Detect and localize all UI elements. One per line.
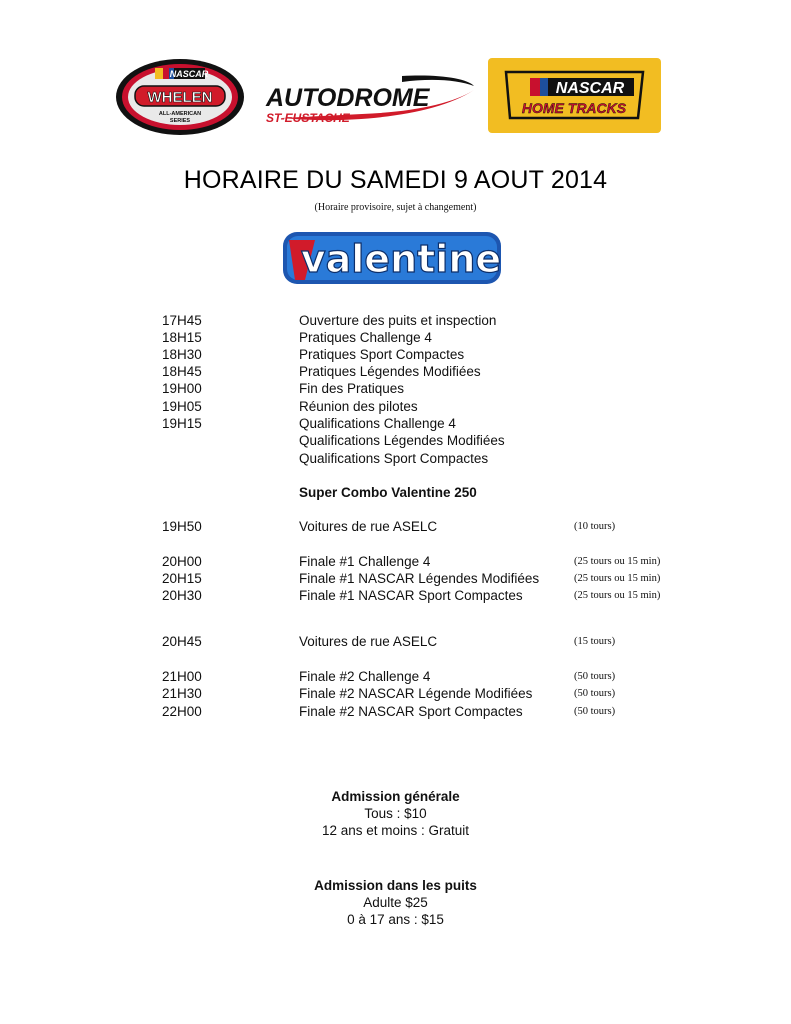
race-event: Finale #1 NASCAR Sport Compactes xyxy=(299,588,523,603)
schedule-time: 19H05 xyxy=(162,399,202,414)
page-title: HORAIRE DU SAMEDI 9 AOUT 2014 xyxy=(183,166,608,194)
race-note: (25 tours ou 15 min) xyxy=(574,590,661,601)
admission-pits-block xyxy=(0,877,791,928)
whelen-logo-sub2: SERIES xyxy=(169,118,191,124)
schedule-event: Qualifications Challenge 4 xyxy=(299,416,456,431)
admission-pits-line: 0 à 17 ans : $15 xyxy=(347,912,444,927)
race-time: 21H30 xyxy=(162,686,202,701)
nascar-whelen-logo xyxy=(115,58,245,136)
race-event: Voitures de rue ASELC xyxy=(299,519,438,534)
admission-general-block xyxy=(0,788,791,839)
race-event: Finale #1 NASCAR Légendes Modifiées xyxy=(299,571,540,586)
race-note: (25 tours ou 15 min) xyxy=(574,556,661,567)
race-note: (10 tours) xyxy=(574,521,616,532)
autodrome-st-eustache-logo xyxy=(262,68,478,128)
autodrome-logo-sub-text: ST-EUSTACHE xyxy=(266,111,350,125)
valentine-logo-text: valentine xyxy=(300,237,502,281)
admission-general-line: 12 ans et moins : Gratuit xyxy=(321,823,470,838)
race-note: (50 tours) xyxy=(574,671,616,682)
race-time: 19H50 xyxy=(162,519,202,534)
whelen-logo-nascar-text: NASCAR xyxy=(169,69,209,79)
race-time: 20H45 xyxy=(162,634,202,649)
schedule-event: Fin des Pratiques xyxy=(299,381,405,396)
race-time: 20H15 xyxy=(162,571,202,586)
schedule-time: 18H15 xyxy=(162,330,202,345)
race-event: Finale #1 Challenge 4 xyxy=(299,554,431,569)
whelen-logo-sub1: ALL-AMERICAN xyxy=(158,111,202,117)
schedule-event: Qualifications Sport Compactes xyxy=(299,451,489,466)
page-subtitle: (Horaire provisoire, sujet à changement) xyxy=(314,202,477,213)
race-event: Finale #2 NASCAR Sport Compactes xyxy=(299,704,523,719)
whelen-logo-main-text: WHELEN xyxy=(147,89,213,106)
admission-general-line: Tous : $10 xyxy=(364,806,427,821)
hometracks-logo-bottom-text: HOME TRACKS xyxy=(521,100,627,116)
race-note: (50 tours) xyxy=(574,688,616,699)
race-time: 22H00 xyxy=(162,704,202,719)
hometracks-logo-nascar-text: NASCAR xyxy=(555,80,625,97)
nascar-home-tracks-logo xyxy=(488,58,661,133)
combo-heading: Super Combo Valentine 250 xyxy=(299,485,477,500)
race-event: Finale #2 Challenge 4 xyxy=(299,669,431,684)
schedule-time: 18H45 xyxy=(162,364,202,379)
schedule-event: Pratiques Challenge 4 xyxy=(299,330,432,345)
valentine-logo xyxy=(281,228,503,288)
schedule-time: 19H15 xyxy=(162,416,202,431)
admission-pits-line: Adulte $25 xyxy=(363,895,428,910)
race-event: Finale #2 NASCAR Légende Modifiées xyxy=(299,686,533,701)
schedule-time: 19H00 xyxy=(162,381,202,396)
autodrome-logo-main-text: AUTODROME xyxy=(266,84,430,112)
schedule-event: Réunion des pilotes xyxy=(299,399,418,414)
race-time: 20H00 xyxy=(162,554,202,569)
schedule-event: Pratiques Légendes Modifiées xyxy=(299,364,481,379)
admission-pits-heading: Admission dans les puits xyxy=(314,878,477,893)
race-note: (50 tours) xyxy=(574,706,616,717)
schedule-event: Qualifications Légendes Modifiées xyxy=(299,433,505,448)
schedule-event: Pratiques Sport Compactes xyxy=(299,347,465,362)
race-note: (15 tours) xyxy=(574,636,616,647)
race-event: Voitures de rue ASELC xyxy=(299,634,438,649)
schedule-event: Ouverture des puits et inspection xyxy=(299,313,497,328)
schedule-time: 18H30 xyxy=(162,347,202,362)
race-time: 20H30 xyxy=(162,588,202,603)
schedule-time: 17H45 xyxy=(162,313,202,328)
admission-general-heading: Admission générale xyxy=(331,789,460,804)
race-note: (25 tours ou 15 min) xyxy=(574,573,661,584)
race-time: 21H00 xyxy=(162,669,202,684)
